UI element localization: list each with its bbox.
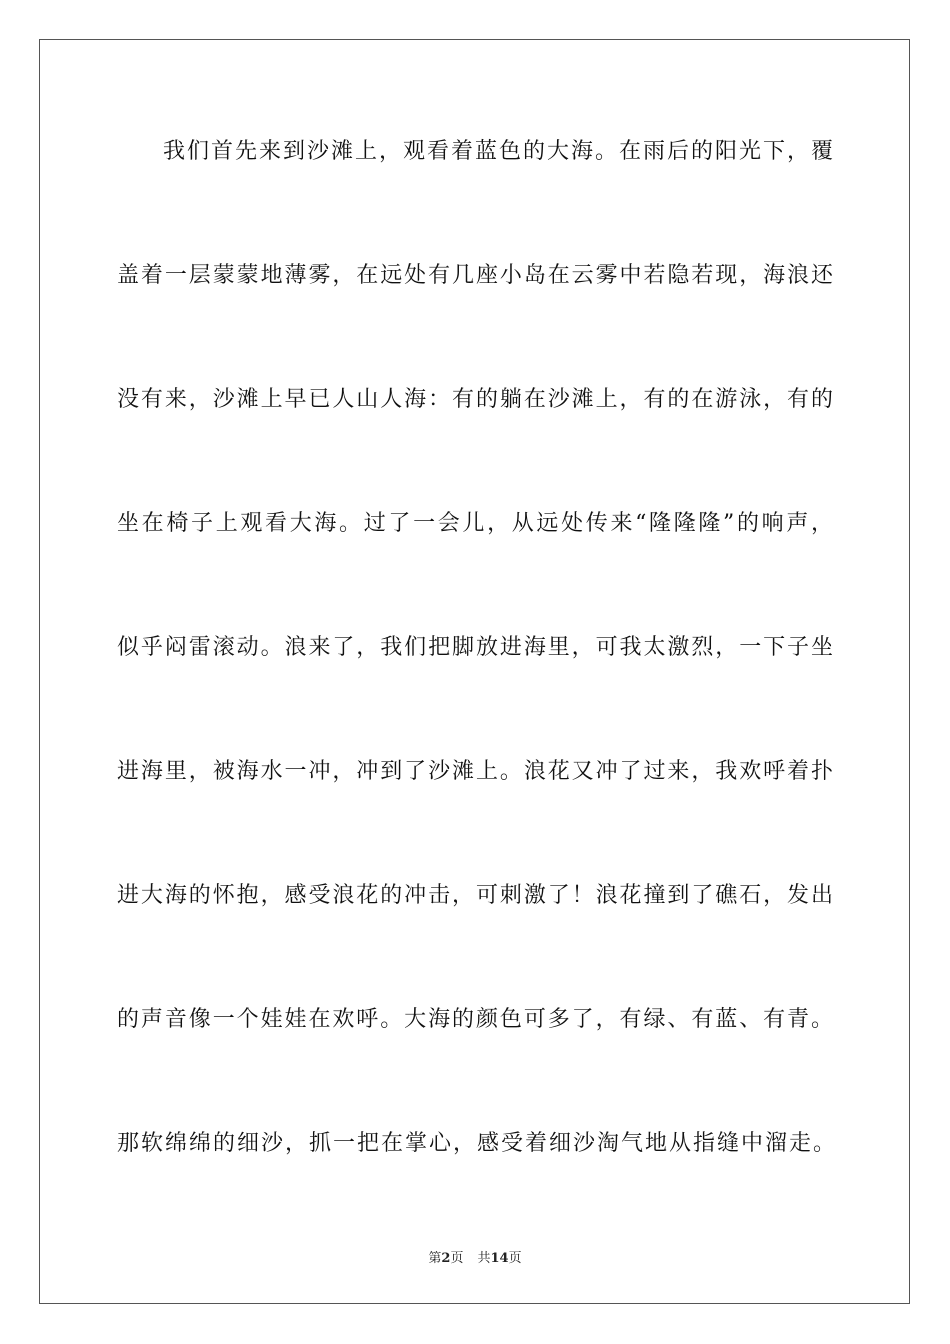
total-suffix: 页 [508,1251,522,1266]
text-line-4: 坐在椅子上观看大海。过了一会儿，从远处传来“隆隆隆”的响声， [117,511,833,536]
page-footer [0,1247,950,1266]
text-line-7: 进大海的怀抱，感受浪花的冲击，可刺激了！浪花撞到了礁石，发出 [117,883,833,908]
text-line-9: 那软绵绵的细沙，抓一把在掌心，感受着细沙淘气地从指缝中溜走。 [117,1131,838,1156]
total-pages: 14 [490,1251,509,1266]
text-line-2: 盖着一层蒙蒙地薄雾，在远处有几座小岛在云雾中若隐若现，海浪还 [117,263,833,288]
page-number: 2 [441,1251,451,1266]
text-line-5: 似乎闷雷滚动。浪来了，我们把脚放进海里，可我太激烈，一下子坐 [117,635,833,660]
text-line-8: 的声音像一个娃娃在欢呼。大海的颜色可多了，有绿、有蓝、有青。 [117,1007,833,1032]
text-line-1: 我们首先来到沙滩上，观看着蓝色的大海。在雨后的阳光下，覆 [163,139,833,164]
total-prefix: 共 [477,1251,491,1266]
text-line-3: 没有来，沙滩上早已人山人海：有的躺在沙滩上，有的在游泳，有的 [117,387,833,412]
page-border [39,39,910,1304]
page-prefix: 第 [428,1251,442,1266]
page-suffix: 页 [450,1251,464,1266]
text-line-6: 进海里，被海水一冲，冲到了沙滩上。浪花又冲了过来，我欢呼着扑 [117,759,833,784]
